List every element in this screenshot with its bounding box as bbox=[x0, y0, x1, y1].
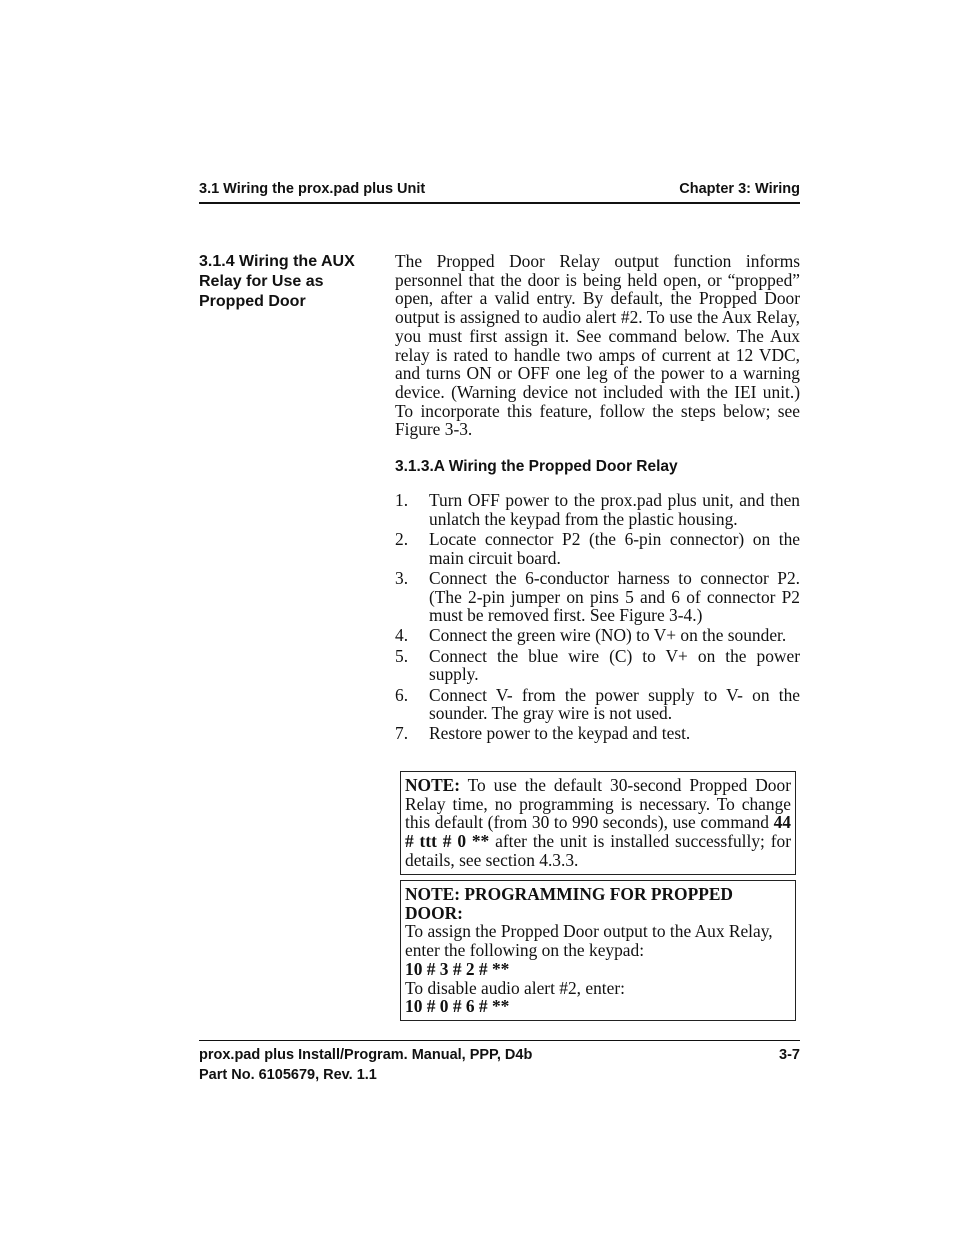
intro-paragraph: The Propped Door Relay output function informs personnel that the door is being held open, or “propped” open, after a valid entry. By default, the Propped Door output is assigned to audio alert #2. To use the Aux Relay, you must first assign it. See command below. The Aux relay is rated to handle two amps of current at 12 VDC, and turns ON or OFF one leg of the power to a warning device. (Warning device not included with the IEI unit.) To incorporate this feature, follow the steps below; see Figure 3-3. bbox=[395, 251, 800, 440]
step-number: 6. bbox=[395, 684, 409, 705]
note-label: NOTE: bbox=[405, 775, 461, 795]
header-chapter-title: Chapter 3: Wiring bbox=[679, 181, 800, 197]
assign-command: 10 # 3 # 2 # ** bbox=[405, 958, 510, 979]
step-text: Connect the green wire (NO) to V+ on the sounder. bbox=[429, 625, 787, 646]
list-item bbox=[395, 530, 800, 567]
default-timing-note bbox=[400, 771, 796, 875]
programming-note-title: NOTE: PROGRAMMING FOR PROPPED DOOR: bbox=[405, 884, 733, 923]
page-header bbox=[199, 180, 800, 204]
main-body bbox=[395, 252, 800, 745]
wiring-steps-list bbox=[395, 491, 800, 743]
programming-note-disable-text: To disable audio alert #2, enter: bbox=[405, 977, 625, 998]
step-number: 4. bbox=[395, 625, 409, 646]
step-text: Connect the 6-conductor harness to connector P2. (The 2-pin jumper on pins 5 and 6 of connector P2 must be removed first. See Figure 3-4.) bbox=[429, 567, 800, 626]
list-item bbox=[395, 724, 800, 743]
footer-part-number: Part No. 6105679, Rev. 1.1 bbox=[199, 1067, 377, 1083]
step-text: Connect the blue wire (C) to V+ on the power supply. bbox=[429, 645, 800, 685]
step-text: Connect V- from the power supply to V- on the sounder. The gray wire is not used. bbox=[429, 684, 800, 724]
note-command: 44 # ttt # 0 ** bbox=[405, 812, 791, 852]
subsection-heading: 3.1.3.A Wiring the Propped Door Relay bbox=[395, 458, 678, 476]
disable-command: 10 # 0 # 6 # ** bbox=[405, 996, 510, 1017]
step-number: 3. bbox=[395, 567, 409, 588]
list-item bbox=[395, 626, 800, 645]
step-text: Turn OFF power to the prox.pad plus unit, and then unlatch the keypad from the plastic housing. bbox=[429, 490, 800, 529]
step-text: Restore power to the keypad and test. bbox=[429, 723, 691, 744]
section-heading-line-2: Relay for Use as bbox=[199, 273, 324, 290]
list-item bbox=[395, 686, 800, 723]
programming-note-assign-text: To assign the Propped Door output to the Aux Relay, enter the following on the keypad: bbox=[405, 921, 773, 961]
programming-note bbox=[400, 880, 796, 1021]
step-number: 7. bbox=[395, 723, 409, 744]
note-text-a: To use the default 30-second Propped Door Relay time, no programming is necessary. To change this default (from 30 to 990 seconds), use command bbox=[405, 775, 791, 833]
step-number: 1. bbox=[395, 490, 409, 511]
section-heading-line-1: 3.1.4 Wiring the AUX bbox=[199, 253, 355, 270]
list-item bbox=[395, 569, 800, 625]
header-section-title: 3.1 Wiring the prox.pad plus Unit bbox=[199, 181, 426, 197]
page-footer bbox=[199, 1040, 800, 1085]
list-item bbox=[395, 491, 800, 528]
section-heading bbox=[199, 252, 379, 312]
page-number: 3-7 bbox=[779, 1047, 800, 1063]
section-heading-line-3: Propped Door bbox=[199, 293, 306, 310]
list-item bbox=[395, 647, 800, 684]
step-number: 5. bbox=[395, 645, 409, 666]
step-number: 2. bbox=[395, 528, 409, 549]
footer-manual-title: prox.pad plus Install/Program. Manual, PPP, D4b bbox=[199, 1047, 533, 1063]
step-text: Locate connector P2 (the 6-pin connector) on the main circuit board. bbox=[429, 528, 800, 568]
note-text-b: after the unit is installed successfully; for details, see section 4.3.3. bbox=[405, 831, 792, 870]
